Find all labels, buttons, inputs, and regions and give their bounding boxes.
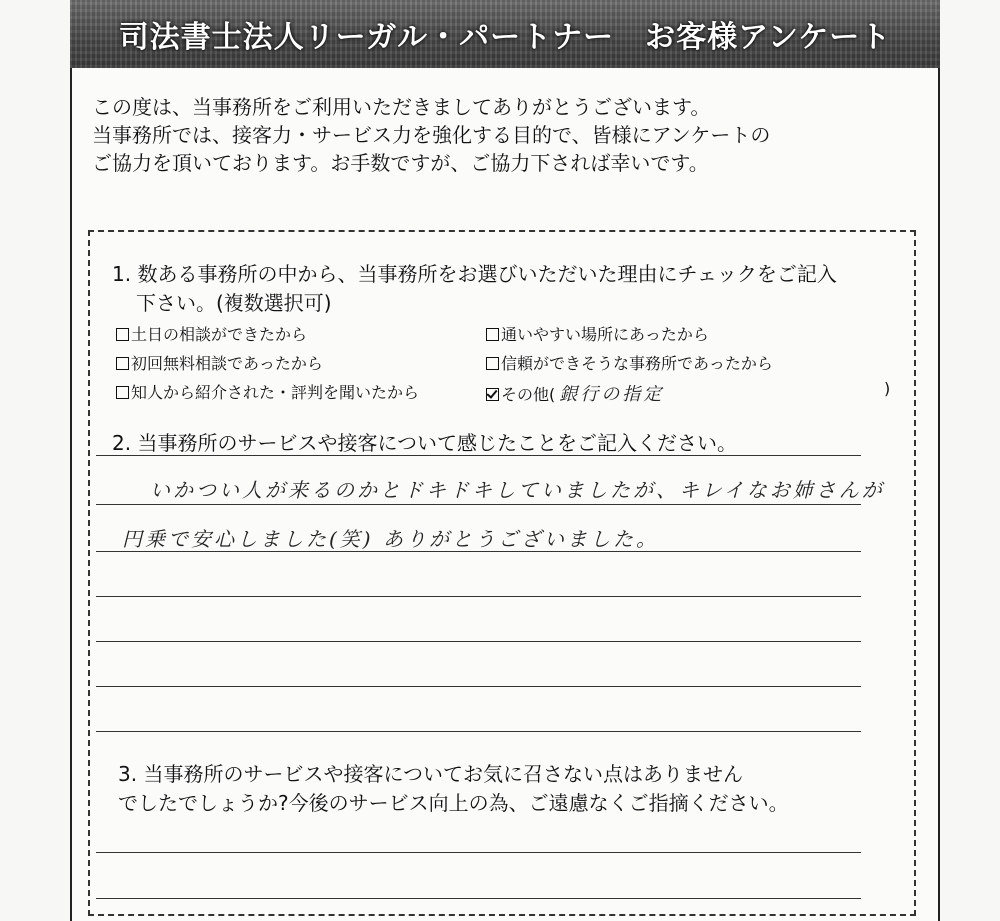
option-label: 信頼ができそうな事務所であったから	[501, 354, 773, 373]
q2-question: 2. 当事務所のサービスや接客について感じたことをご記入ください。	[112, 431, 738, 455]
intro-text	[92, 93, 912, 177]
other-handwritten-answer: 銀行の指定	[559, 384, 665, 405]
q3-question-line: でしたでしょうか?今後のサービス向上の為、ご遠慮なくご指摘ください。	[118, 791, 789, 815]
option-label: 初回無料相談であったから	[131, 354, 323, 373]
q2-handwritten-answer-line: いかつい人が来るのかとドキドキしていましたが、キレイなお姉さんが	[150, 478, 885, 502]
answer-rule	[96, 731, 861, 732]
answer-rule	[96, 852, 861, 853]
survey-title: 司法書士法人リーガル・パートナー お客様アンケート	[118, 20, 892, 55]
q1-option-weekend[interactable]	[116, 322, 307, 345]
answer-rule	[96, 551, 861, 552]
intro-line: この度は、当事務所をご利用いただきましてありがとうございます。	[92, 95, 711, 119]
q1-question-continued: 下さい。(複数選択可)	[136, 291, 332, 315]
checkbox-icon[interactable]	[116, 328, 129, 341]
answer-rule	[96, 596, 861, 597]
intro-line: 当事務所では、接客力・サービス力を強化する目的で、皆様にアンケートの	[92, 123, 771, 147]
option-label: 通いやすい場所にあったから	[501, 325, 709, 344]
option-label: 知人から紹介された・評判を聞いたから	[131, 383, 420, 402]
checkbox-icon[interactable]	[116, 357, 129, 370]
option-label: その他(	[501, 385, 556, 404]
q1-option-referral[interactable]	[116, 380, 419, 403]
q1-option-other[interactable]	[486, 380, 664, 406]
checked-checkbox-icon[interactable]	[486, 388, 499, 401]
q1-question: 1. 数ある事務所の中から、当事務所をお選びいただいた理由にチェックをご記入	[112, 262, 837, 286]
q1-option-trustworthy[interactable]	[486, 351, 773, 374]
survey-header	[70, 0, 940, 68]
answer-rule	[96, 504, 861, 505]
q1-option-access[interactable]	[486, 322, 709, 345]
answer-rule	[96, 686, 861, 687]
checkbox-icon[interactable]	[116, 386, 129, 399]
answer-rule	[96, 898, 861, 899]
q2-handwritten-answer-line: 円乗で安心しました(笑) ありがとうございました。	[122, 527, 659, 551]
q1-option-free-consult[interactable]	[116, 351, 323, 374]
other-close-paren: )	[884, 379, 891, 398]
checkbox-icon[interactable]	[486, 357, 499, 370]
option-label: 土日の相談ができたから	[131, 325, 308, 344]
intro-line: ご協力を頂いております。お手数ですが、ご協力下されば幸いです。	[92, 151, 709, 175]
answer-rule	[96, 455, 861, 456]
answer-rule	[96, 641, 861, 642]
q3-question-line: 3. 当事務所のサービスや接客についてお気に召さない点はありません	[118, 762, 744, 786]
checkbox-icon[interactable]	[486, 328, 499, 341]
q3-question	[118, 760, 789, 818]
